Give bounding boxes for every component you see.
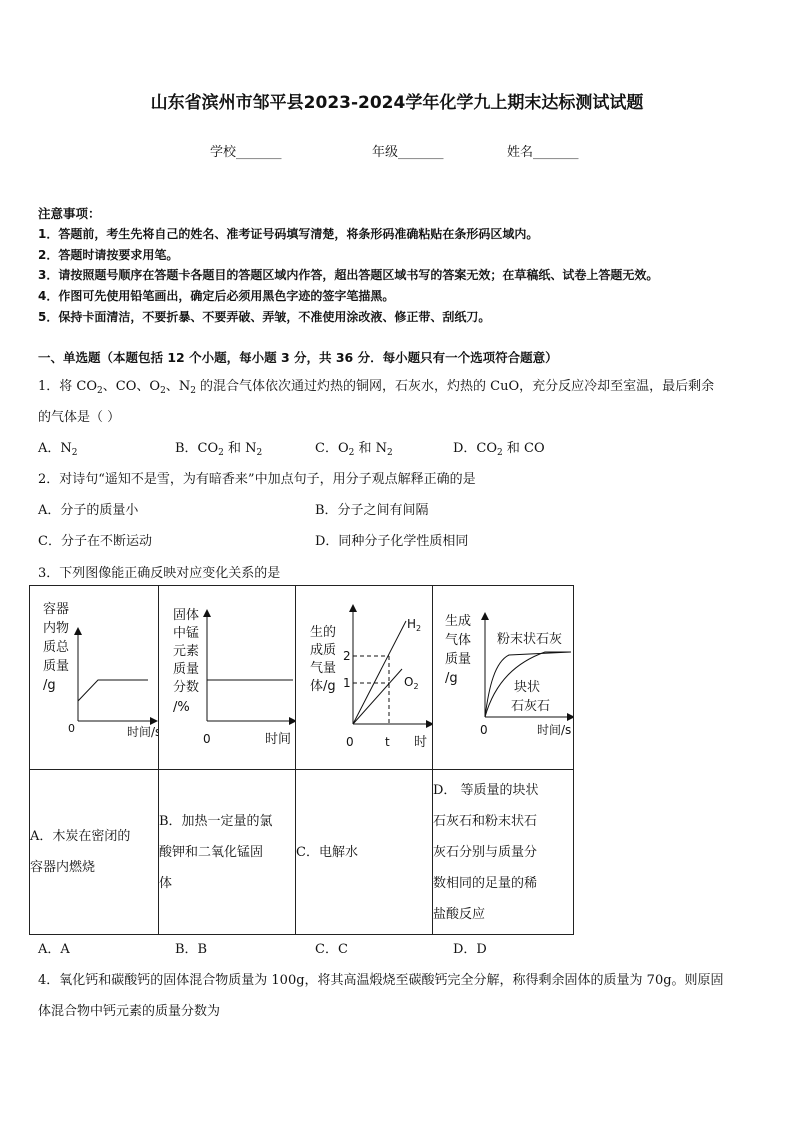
name-field[interactable]: 姓名_______ <box>507 145 579 160</box>
h2-line <box>353 621 406 724</box>
x-axis-label: 时间 <box>265 732 292 747</box>
origin-label: 0 <box>346 735 354 749</box>
o2-label: $O_2$ <box>404 675 419 691</box>
q2-option-c[interactable]: C．分子在不断运动 <box>38 534 152 549</box>
y-label-line: 体/g <box>310 679 336 694</box>
graph-d-cell <box>433 586 574 770</box>
y-label-line: /g <box>43 678 56 693</box>
graph-d <box>433 586 573 765</box>
tick-label: 1 <box>343 676 351 690</box>
tick-label: t <box>385 735 390 749</box>
graph-c <box>296 586 432 765</box>
tick-label: 2 <box>343 649 351 663</box>
q1-option-c[interactable]: C．$O_2$ 和 $N_2$ <box>315 441 393 458</box>
school-field[interactable]: 学校_______ <box>210 145 282 160</box>
y-label-line: 固体 <box>173 608 200 623</box>
y-label-line: 质量 <box>445 652 472 667</box>
caption-b: B．加热一定量的氯 酸钾和二氧化锰固 体 <box>159 770 296 935</box>
y-label-line: 成质 <box>310 643 337 658</box>
q1-option-a[interactable]: A．$N_2$ <box>38 441 78 458</box>
q4-stem: 4．氧化钙和碳酸钙的固体混合物质量为 100g，将其高温煅烧至碳酸钙完全分解，称得剩余固体的质量为 70g。则原固 <box>38 973 724 988</box>
lump-label: 块状 <box>514 680 541 695</box>
origin-label: 0 <box>68 722 75 735</box>
note-item: 5．保持卡面清洁，不要折暴、不要弄破、弄皱，不准使用涂改液、修正带、刮纸刀。 <box>38 310 491 324</box>
q1-option-d[interactable]: D．$CO_2$ 和 CO <box>453 441 545 458</box>
note-item: 4．作图可先使用铅笔画出，确定后必须用黑色字迹的签字笔描黑。 <box>38 289 395 303</box>
q2-stem: 2．对诗句“遥知不是雪，为有暗香来”中加点句子，用分子观点解释正确的是 <box>38 472 476 487</box>
q2-option-b[interactable]: B．分子之间有间隔 <box>315 503 429 518</box>
page-title: 山东省滨州市邹平县2023-2024学年化学九上期末达标测试试题 <box>150 93 644 113</box>
note-item: 3．请按照题号顺序在答题卡各题目的答题区域内作答，超出答题区域书写的答案无效；在草稿纸、试卷上答题无效。 <box>38 268 659 282</box>
q3-figure-table <box>29 585 574 935</box>
y-label-line: 质量 <box>173 662 200 677</box>
q3-option-a[interactable]: A．A <box>38 942 70 957</box>
y-label-line: 内物 <box>43 621 70 636</box>
y-label-line: 质总 <box>43 640 70 655</box>
q2-option-d[interactable]: D．同种分子化学性质相同 <box>315 534 469 549</box>
q1-option-b[interactable]: B．$CO_2$ 和 $N_2$ <box>175 441 263 458</box>
y-label-line: 气量 <box>310 661 337 676</box>
q3-option-b[interactable]: B．B <box>175 942 208 957</box>
h2-label: $H_2$ <box>407 617 422 633</box>
caption-c: C．电解水 <box>296 770 433 935</box>
origin-label: 0 <box>480 723 488 737</box>
section-heading: 一、单选题（本题包括 12 个小题，每小题 3 分，共 36 分．每小题只有一个选项符合题意） <box>38 350 558 365</box>
graph-b-cell <box>159 586 296 770</box>
note-item: 2．答题时请按要求用笔。 <box>38 248 179 262</box>
y-label-line: /g <box>445 671 458 686</box>
q4-stem-cont: 体混合物中钙元素的质量分数为 <box>38 1004 221 1019</box>
y-label-line: /% <box>173 700 190 715</box>
q1-stem: 1．将 $CO_2$、CO、$O_2$、$N_2$ 的混合气体依次通过灼热的铜网，石灰水，灼热的 CuO，充分反应冷却至室温，最后剩余 <box>38 379 715 396</box>
y-label-line: 分数 <box>173 680 200 695</box>
y-label-line: 容器 <box>43 602 70 617</box>
notes-heading: 注意事项： <box>38 206 101 221</box>
graph-a-cell <box>30 586 159 770</box>
q3-option-d[interactable]: D．D <box>453 942 487 957</box>
origin-label: 0 <box>203 732 211 746</box>
y-label-line: 气体 <box>445 633 472 648</box>
caption-d: D． 等质量的块状 石灰石和粉末状石 灰石分别与质量分 数相同的足量的稀 盐酸反应 <box>433 770 574 935</box>
y-label-line: 元素 <box>173 644 200 659</box>
q2-option-a[interactable]: A．分子的质量小 <box>38 503 139 518</box>
q1-stem-cont: 的气体是（ ） <box>38 410 121 425</box>
graph-c-cell <box>296 586 433 770</box>
q3-stem: 3．下列图像能正确反映对应变化关系的是 <box>38 566 281 581</box>
y-label-line: 生的 <box>310 625 337 640</box>
y-label-line: 质量 <box>43 659 70 674</box>
lump-label: 石灰石 <box>511 699 551 714</box>
grade-field[interactable]: 年级_______ <box>372 145 444 160</box>
powder-label: 粉末状石灰 <box>497 632 563 647</box>
caption-a: A．木炭在密闭的 容器内燃烧 <box>30 770 159 935</box>
note-item: 1．答题前，考生先将自己的姓名、准考证号码填写清楚，将条形码准确粘贴在条形码区域内。 <box>38 227 539 241</box>
mass-curve <box>78 680 148 701</box>
graph-a <box>30 586 158 765</box>
y-label-line: 生成 <box>445 614 472 629</box>
q3-option-c[interactable]: C．C <box>315 942 348 957</box>
x-axis-label: 时间/s <box>127 725 158 739</box>
x-axis-label: 时 <box>414 735 428 750</box>
graph-b <box>159 586 295 765</box>
y-label-line: 中锰 <box>173 626 200 641</box>
x-axis-label: 时间/s <box>537 723 572 737</box>
